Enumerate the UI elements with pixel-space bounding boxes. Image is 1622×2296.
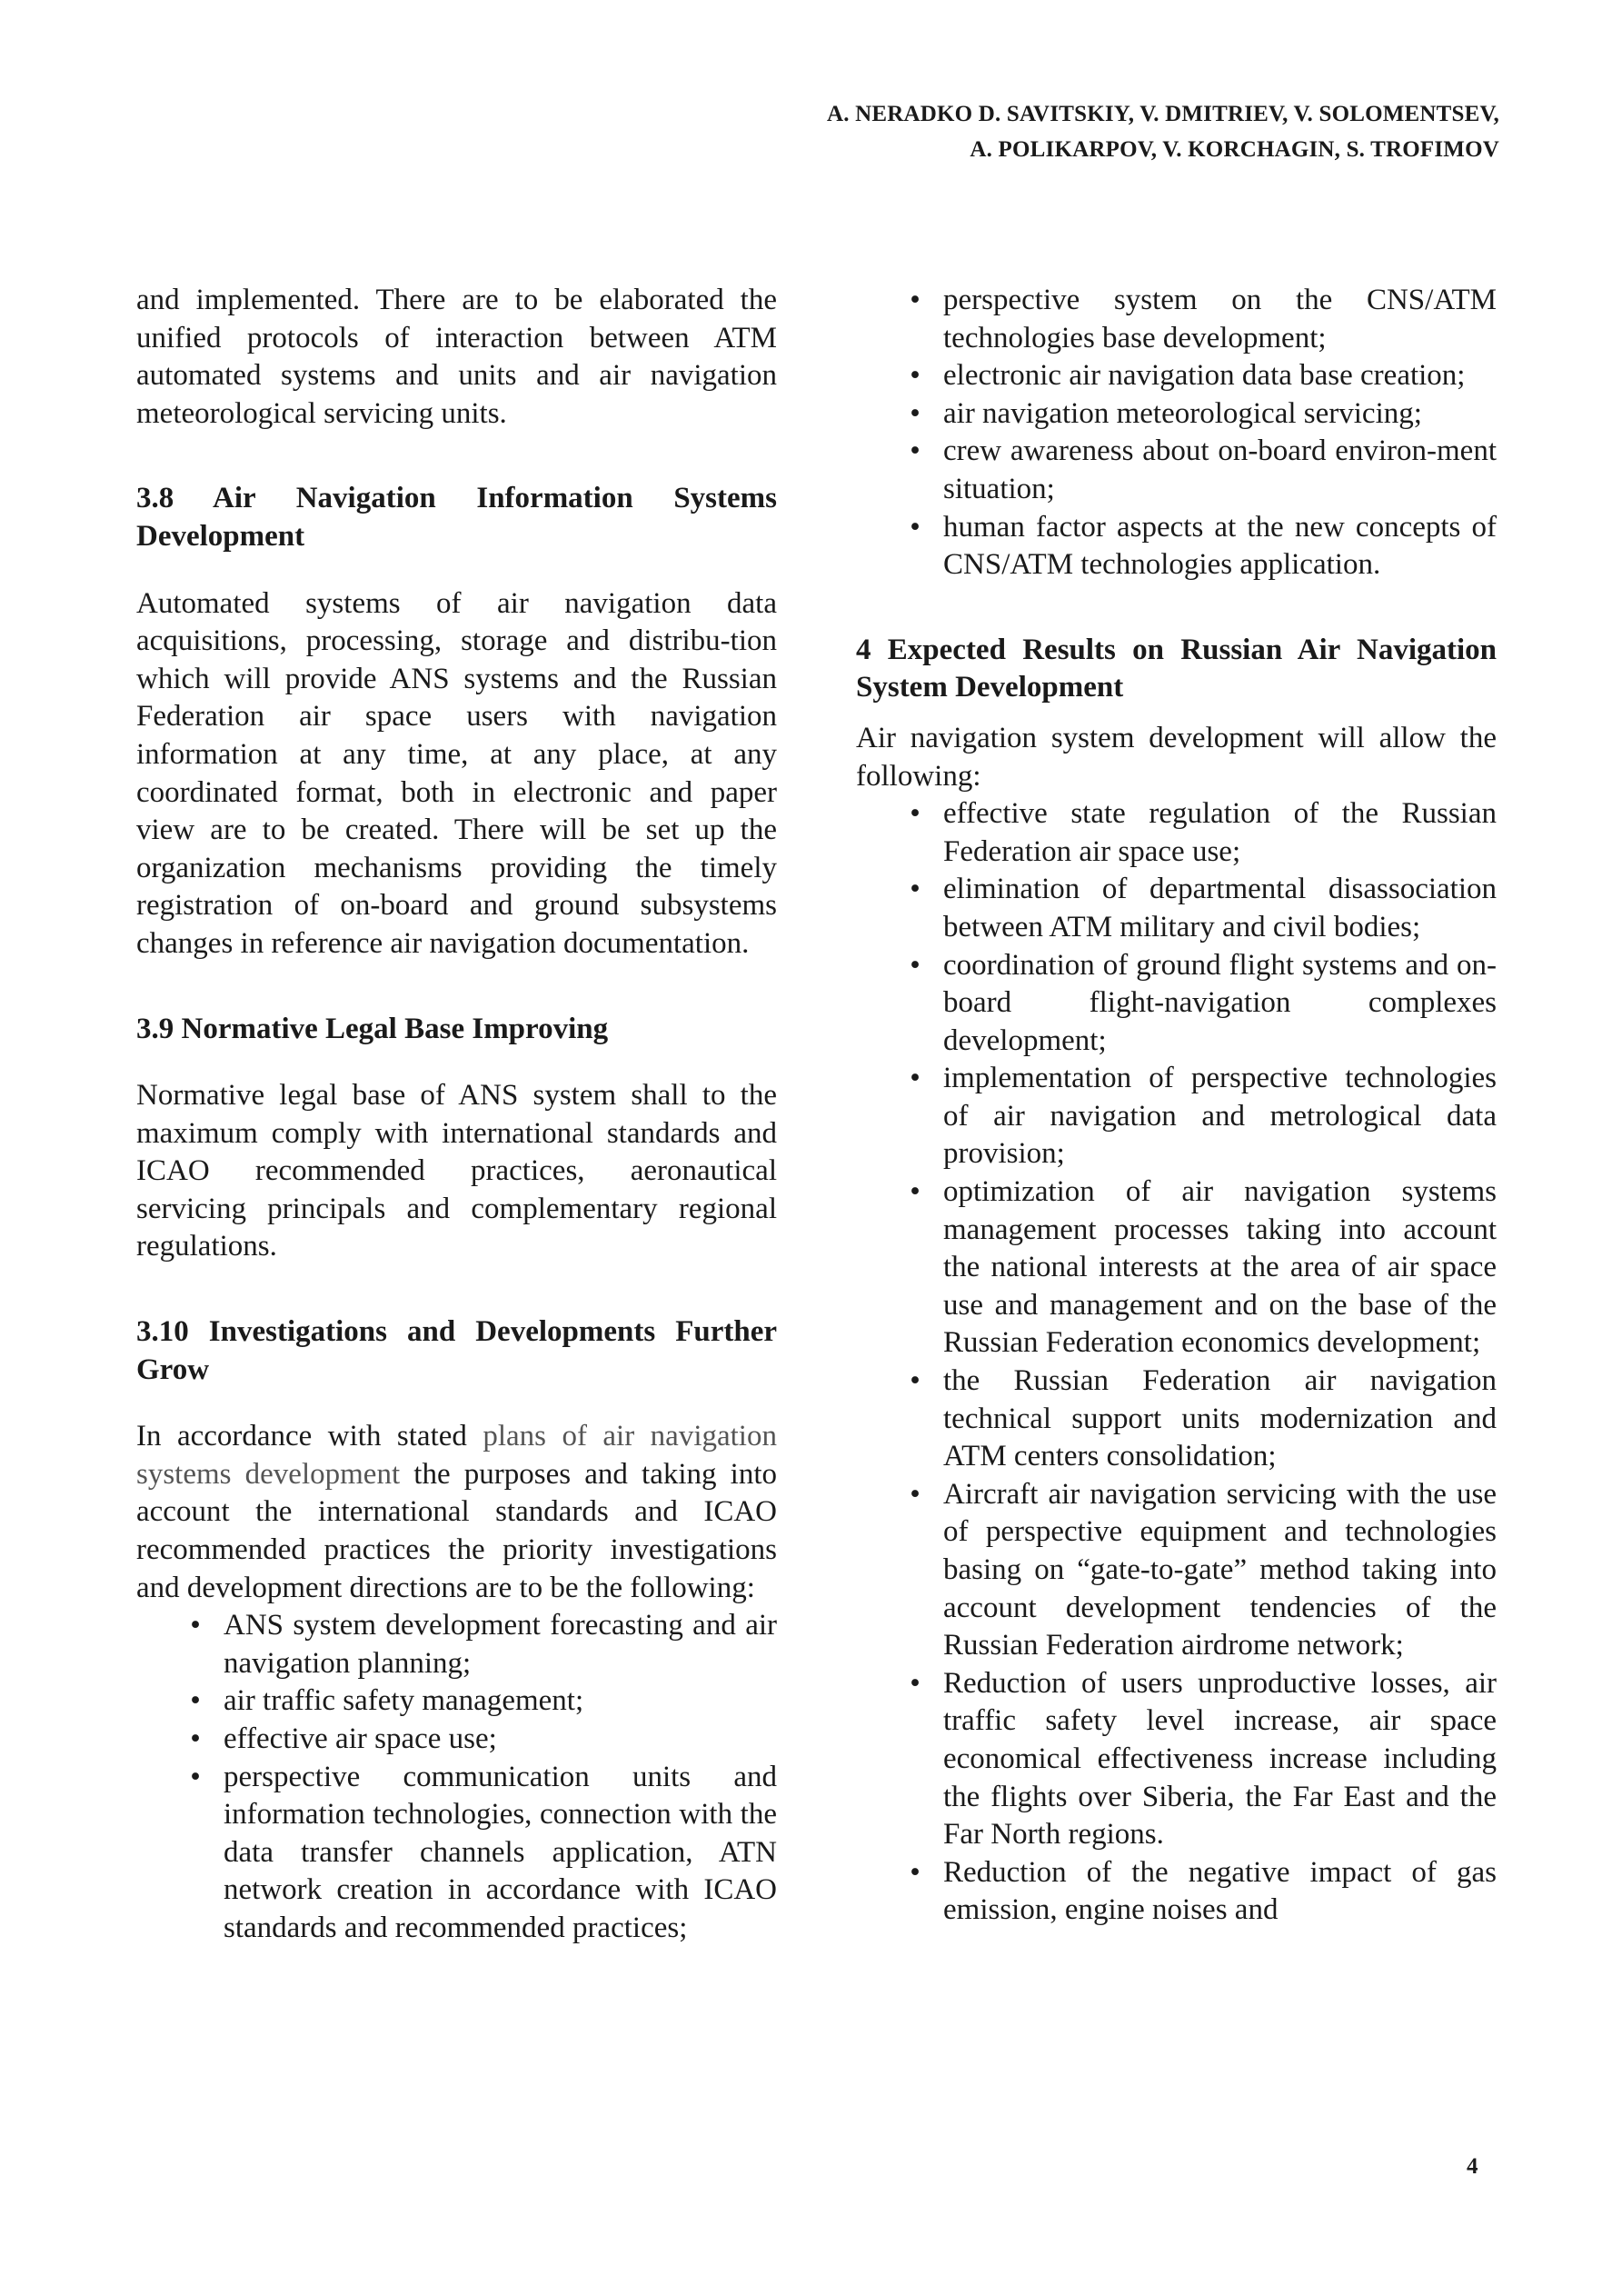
section-3-10-heading: 3.10 Investigations and Developments Further Grow	[136, 1315, 777, 1386]
bullet-icon: •	[190, 1760, 201, 1793]
list-item	[856, 1665, 1497, 1854]
list-item-text: air traffic safety management;	[224, 1684, 584, 1718]
list-item	[856, 433, 1497, 508]
list-item	[856, 1854, 1497, 1930]
section-3-8-body: Automated systems of air navigation data acquisitions, processing, storage and distribu-tion which will provide ANS systems and the Russian Federation air space users with navigation information at any time, at any place, at any coordinated format, both in electronic and paper view are to be created. There will be set up the organization mechanisms providing the timely registration of on-board and ground subsystems changes in reference air navigation documentation.	[136, 586, 777, 960]
list-item	[136, 1607, 777, 1682]
list-item	[856, 947, 1497, 1061]
header-authors-line-2: A. POLIKARPOV, V. KORCHAGIN, S. TROFIMOV	[970, 137, 1499, 162]
list-item	[856, 1060, 1497, 1173]
bullet-icon: •	[910, 1666, 920, 1700]
section-3-8-heading: 3.8 Air Navigation Information Systems Development	[136, 482, 777, 553]
list-item	[856, 1173, 1497, 1363]
plans-reference-link[interactable]: plans of air navigation systems development	[136, 1420, 777, 1491]
bullet-icon: •	[910, 1364, 920, 1398]
bullet-icon: •	[910, 948, 920, 982]
bullet-icon: •	[910, 1477, 920, 1511]
list-item	[136, 1721, 777, 1759]
list-item-text: electronic air navigation data base creation;	[943, 359, 1466, 393]
list-item-text: perspective system on the CNS/ATM technologies base development;	[943, 284, 1497, 354]
list-item-text: crew awareness about on-board environ-ment situation;	[943, 434, 1497, 505]
section-3-9-body: Normative legal base of ANS system shall to the maximum comply with international standards and ICAO recommended practices, aeronautical servicing principals and complementary regional regulations.	[136, 1079, 777, 1263]
list-item-text: air navigation meteorological servicing;	[943, 396, 1422, 430]
list-item-text: optimization of air navigation systems management processes taking into account the national interests at the area of air space use and management and on the base of the Russian Federation economics development;	[943, 1175, 1497, 1360]
list-item	[136, 1759, 777, 1948]
bullet-icon: •	[910, 434, 920, 468]
page-number: 4	[1467, 2154, 1478, 2179]
section-3-10-list	[136, 1607, 777, 1947]
bullet-icon: •	[910, 396, 920, 430]
list-item-text: Aircraft air navigation servicing with the use of perspective equipment and technologies basing on “gate-to-gate” method taking into account development tendencies of the Russian Federation airdrome network;	[943, 1477, 1497, 1662]
bullet-icon: •	[910, 797, 920, 831]
list-item-text: Reduction of users unproductive losses, air traffic safety level increase, air space economical effectiveness increase including the flights over Siberia, the Far East and the Far North regions.	[943, 1666, 1497, 1852]
list-item-text: ANS system development forecasting and air navigation planning;	[224, 1609, 777, 1680]
list-item	[856, 795, 1497, 871]
bullet-icon: •	[910, 1855, 920, 1889]
list-item	[856, 1363, 1497, 1476]
list-item	[856, 1476, 1497, 1665]
list-item-text: human factor aspects at the new concepts of CNS/ATM technologies application.	[943, 510, 1497, 582]
list-item-text: the Russian Federation air navigation technical support units modernization and ATM centers consolidation;	[943, 1364, 1497, 1473]
section-3-10-body-end: the purposes and taking into account the international standards and ICAO recommended practices the priority investigations and development directions are to be the following:	[136, 1457, 777, 1604]
intro-paragraph: and implemented. There are to be elaborated the unified protocols of interaction between ATM automated systems and units and air navigation meteorological servicing units.	[136, 284, 777, 430]
list-item	[856, 357, 1497, 395]
section-4-heading: 4 Expected Results on Russian Air Navigation System Development	[856, 633, 1497, 704]
list-item-text: Reduction of the negative impact of gas emission, engine noises and	[943, 1855, 1497, 1927]
bullet-icon: •	[190, 1684, 201, 1718]
bullet-icon: •	[910, 284, 920, 316]
list-item	[856, 871, 1497, 946]
list-item-text: effective air space use;	[224, 1722, 497, 1755]
bullet-icon: •	[190, 1722, 201, 1755]
bullet-icon: •	[910, 359, 920, 393]
bullet-icon: •	[190, 1609, 201, 1642]
running-header	[500, 96, 1499, 167]
bullet-icon: •	[910, 1062, 920, 1095]
list-item-text: coordination of ground flight systems and on-board flight-navigation complexes development;	[943, 948, 1497, 1057]
section-4-intro: Air navigation system development will allow the following:	[856, 721, 1497, 793]
section-3-10-body	[136, 1418, 777, 1607]
list-item	[856, 509, 1497, 584]
bullet-icon: •	[910, 510, 920, 544]
left-column	[136, 282, 777, 1948]
bullet-icon: •	[910, 1175, 920, 1209]
list-item-text: elimination of departmental disassociation between ATM military and civil bodies;	[943, 873, 1497, 943]
section-4-list	[856, 795, 1497, 1930]
list-item	[856, 395, 1497, 434]
continued-list	[856, 282, 1497, 584]
section-3-10-body-start: In accordance with stated	[136, 1420, 483, 1453]
list-item-text: implementation of perspective technologies of air navigation and metrological data provision;	[943, 1062, 1497, 1171]
list-item-text: perspective communication units and information technologies, connection with the data transfer channels application, ATN network creation in accordance with ICAO standards and recommended practices;	[224, 1760, 777, 1944]
list-item-text: effective state regulation of the Russian Federation air space use;	[943, 797, 1497, 868]
right-column	[856, 282, 1497, 1930]
bullet-icon: •	[910, 873, 920, 906]
list-item	[136, 1682, 777, 1721]
list-item	[856, 282, 1497, 357]
section-3-9-heading: 3.9 Normative Legal Base Improving	[136, 1012, 609, 1045]
header-authors-line-1: A. NERADKO D. SAVITSKIY, V. DMITRIEV, V. SOLOMENTSEV,	[826, 102, 1499, 126]
